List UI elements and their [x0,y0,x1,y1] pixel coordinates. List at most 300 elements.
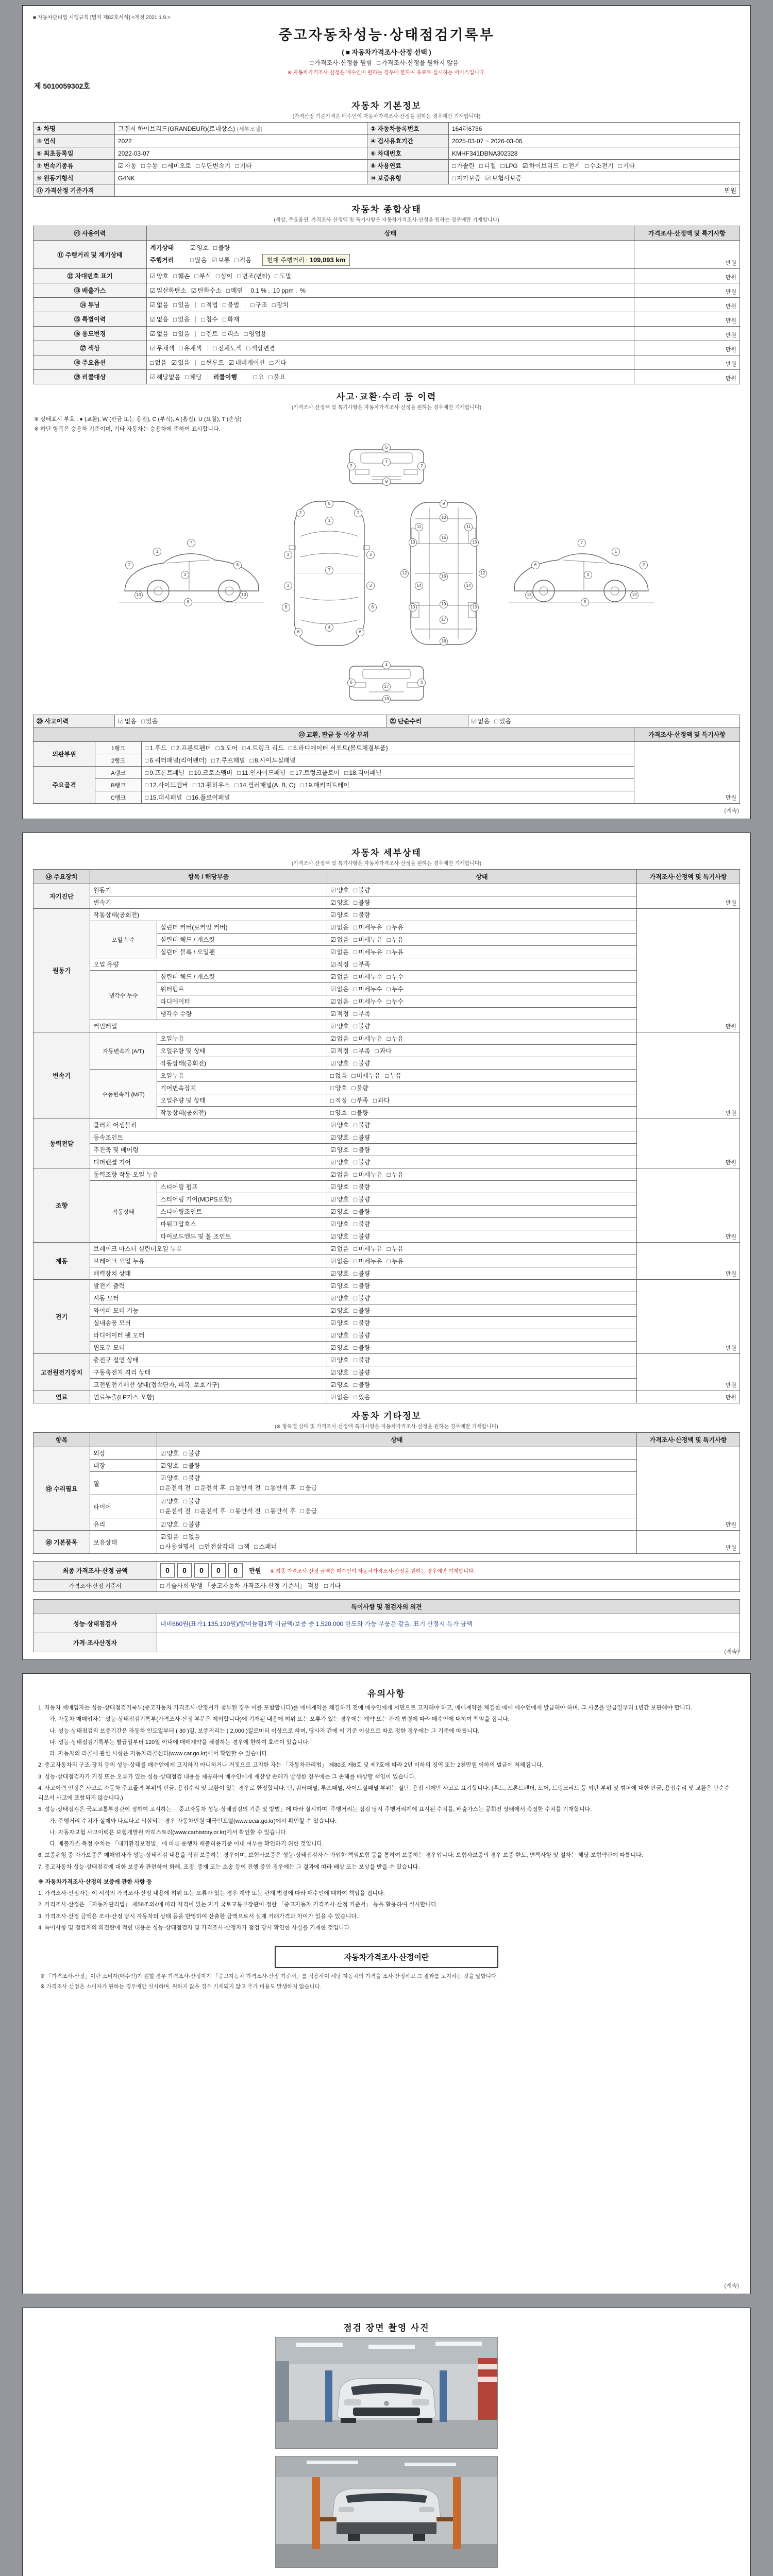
checkbox-option[interactable] [160,1506,191,1515]
checkbox-option[interactable] [330,1281,349,1290]
checkbox-option[interactable] [150,272,169,280]
checkbox-option[interactable] [330,1071,347,1080]
checkbox-option[interactable] [201,329,217,338]
checkbox-option[interactable] [354,1331,370,1340]
checkbox-option[interactable] [494,717,511,725]
checkbox-option[interactable] [265,1483,296,1492]
checkbox-option[interactable] [194,272,211,280]
checkbox-option[interactable] [185,372,201,381]
notice-paragraph: 7. 중고자동차 성능·상태점검에 대한 보증과 관련하여 화해, 조정, 중재 또는 소송 등이 진행 중인 경우에는 그 결과에 따라 배상 또는 보상을 받을 수 있습니다. [38,1863,420,1870]
checkbox-option[interactable] [330,1059,349,1067]
checkbox-option[interactable] [330,1343,349,1352]
checkbox-label: 미세누유 [358,1258,382,1265]
checkbox-option[interactable] [275,272,291,280]
checkbox-option[interactable] [387,947,404,956]
checkbox-option[interactable] [211,256,230,264]
checkbox-option[interactable] [160,1581,320,1590]
checkbox-option[interactable] [330,1257,349,1265]
checkbox-option[interactable] [330,1133,349,1142]
checkbox-option[interactable] [330,898,349,907]
checkbox-option[interactable] [160,1449,179,1458]
checkbox-option[interactable] [385,1071,401,1080]
checkbox-option[interactable] [330,1083,347,1092]
checkbox-icon: □ [190,257,194,264]
checkbox-label: 무채색 [156,345,175,352]
checkbox-icon: □ [584,162,589,170]
checkbox-option[interactable] [330,910,349,919]
checkbox-option[interactable] [118,717,137,725]
checkbox-option[interactable] [193,781,230,789]
device-item-state [327,1342,637,1354]
rank-panel-items [142,767,634,779]
checkbox-option[interactable] [330,1244,349,1253]
checkbox-checked-icon: ☑ [330,1332,336,1339]
checkbox-option[interactable] [354,1380,370,1389]
checkbox-option[interactable] [254,372,264,381]
checkbox-option[interactable] [183,1532,200,1541]
checkbox-option[interactable] [452,161,475,170]
checkbox-option[interactable] [150,329,169,338]
checkbox-icon: □ [300,1484,305,1492]
checkbox-option[interactable] [145,743,166,752]
checkbox-option[interactable] [330,935,349,944]
checkbox-option[interactable] [330,1355,349,1364]
checkbox-option[interactable] [330,1145,349,1154]
checkbox-label: 안전삼각대 [204,1543,234,1550]
checkbox-option[interactable] [223,315,239,324]
checkbox-option[interactable] [250,756,296,765]
checkbox-option[interactable] [195,1506,226,1515]
checkbox-option[interactable] [216,743,238,752]
checkbox-option[interactable] [265,1506,296,1515]
checkbox-option[interactable] [354,1232,370,1241]
checkbox-option[interactable] [173,315,190,324]
checkbox-option[interactable] [387,1170,404,1179]
checkbox-option[interactable] [354,1343,370,1352]
checkbox-option[interactable] [291,768,340,777]
extra-item-label: 내장 [90,1460,157,1472]
checkbox-option[interactable] [351,1083,368,1092]
checkbox-icon: □ [215,273,220,280]
checkbox-label: 장치 [276,301,289,309]
checkbox-label: 네비게이션 [235,359,265,366]
checkbox-option[interactable] [354,1145,370,1154]
detail-col-item: 항목 / 해당부품 [90,870,327,884]
checkbox-option[interactable] [354,1182,370,1191]
checkbox-option[interactable] [330,972,349,981]
checkbox-option[interactable] [354,910,370,919]
checkbox-option[interactable] [310,58,372,67]
checkbox-option[interactable] [223,329,239,338]
checkbox-option[interactable] [354,1046,370,1055]
checkbox-option[interactable] [387,997,404,1006]
checkbox-option[interactable] [226,286,243,295]
checkbox-icon: □ [187,794,191,801]
checkbox-option[interactable] [330,1121,349,1129]
checkbox-option[interactable] [145,756,207,765]
checkbox-option[interactable] [330,1269,349,1278]
checkbox-option[interactable] [330,1306,349,1315]
checkbox-option[interactable] [387,972,404,981]
checkbox-option[interactable] [211,756,245,765]
checkbox-option[interactable] [183,1497,200,1505]
overall-item-label: ⑯ 용도변경 [33,327,147,341]
checkbox-label: 미세누수 [358,986,382,993]
checkbox-option[interactable] [246,344,275,352]
checkbox-option[interactable] [354,1355,370,1364]
device-item-label: 동력조향 작동 오일 누유 [90,1168,327,1181]
checkbox-option[interactable] [190,256,207,264]
notice-paragraph: 가. 자동차 매매업자는 성능·상태점검기록부(가격조사·산정 부분은 제외합니다)에 기재된 내용에 허위 또는 오류가 있는 경우에는 계약 또는 관계 법령에 따라 매수인에 대하여 책임을 집니다. [49,1716,510,1723]
checkbox-option[interactable] [230,1506,261,1515]
checkbox-option[interactable] [354,1195,370,1204]
rank-grade-label: 2랭크 [95,754,142,767]
checkbox-option[interactable] [234,781,295,789]
checkbox-icon: □ [353,973,358,980]
checkbox-option[interactable] [324,1581,341,1590]
overall-item-label: ⑱ 주요옵션 [33,355,147,370]
checkbox-option[interactable] [373,1096,390,1105]
device-group-amount: 만원 [637,1119,740,1168]
checkbox-label: 없음 [337,1394,349,1401]
checkbox-option[interactable] [330,1294,349,1302]
checkbox-option[interactable] [173,300,190,309]
checkbox-option[interactable] [354,1306,370,1315]
checkbox-option[interactable] [479,161,496,170]
device-item-label: 추진축 및 베어링 [90,1144,327,1156]
checkbox-label: 양호 [337,1332,349,1339]
checkbox-option[interactable] [230,1483,261,1492]
checkbox-option[interactable] [237,768,286,777]
checkbox-label: 불량 [188,1498,200,1505]
overall-row [33,327,740,341]
checkbox-option[interactable] [585,161,614,170]
checkbox-option[interactable] [351,1108,368,1117]
device-item-label: 실린더 헤드 / 개스킷 [157,934,327,946]
checkbox-option[interactable] [237,272,270,280]
checkbox-option[interactable] [351,1071,380,1080]
checkbox-option[interactable] [354,1257,382,1265]
checkbox-option[interactable] [354,1207,370,1216]
checkbox-option[interactable] [387,1034,404,1043]
checkbox-option[interactable] [330,1158,349,1166]
checkbox-option[interactable] [330,886,349,894]
checkbox-option[interactable] [330,1022,349,1030]
checkbox-icon: □ [353,948,358,956]
checkbox-option[interactable] [160,1542,195,1551]
checkbox-option[interactable] [354,1393,370,1401]
checkbox-checked-icon: ☑ [330,1295,336,1302]
notice-paragraph: 나. 자동차보험 사고이력은 보험개발원 카히스토리(www.carhistory.or.kr)에서 확인할 수 있습니다. [49,1829,288,1836]
panel-number-marker: 8 [282,603,290,612]
checkbox-option[interactable] [213,344,242,352]
checkbox-option[interactable] [330,1219,349,1228]
checkbox-option[interactable] [354,886,370,894]
checkbox-option[interactable] [330,1182,349,1191]
sheet-2 [22,833,751,1660]
checkbox-option[interactable] [330,1331,349,1340]
checkbox-option[interactable] [242,743,284,752]
checkbox-option[interactable] [377,58,459,67]
device-item-label: 실린더 헤드 / 개스킷 [157,971,327,983]
checkbox-icon: □ [386,1171,391,1178]
device-item-state [327,1317,637,1329]
checkbox-option[interactable] [387,1257,404,1265]
checkbox-option[interactable] [239,1542,249,1551]
checkbox-checked-icon: ☑ [330,1159,336,1166]
panel-number-marker: 17 [382,683,391,691]
checkbox-option[interactable] [330,997,349,1006]
checkbox-label: 요 [258,374,264,381]
checkbox-option[interactable] [330,1108,347,1117]
checkbox-checked-icon: ☑ [118,162,124,170]
device-item-state [327,995,637,1008]
checkbox-option[interactable] [354,1269,370,1278]
checkbox-option[interactable] [330,1195,349,1204]
checkbox-option[interactable] [145,781,188,789]
checkbox-option[interactable] [330,1170,349,1179]
checkbox-icon: □ [230,1484,234,1492]
device-item-label: 배력장치 상태 [90,1267,327,1280]
sheet-1 [22,5,751,819]
checkbox-option[interactable] [485,174,522,182]
checkbox-label: 양호 [337,1023,349,1030]
rank-table [33,727,740,804]
checkbox-option[interactable] [330,1232,349,1241]
price-basis-options [157,1580,740,1592]
checkbox-option[interactable] [351,1096,368,1105]
checkbox-option[interactable] [354,1034,382,1043]
checkbox-icon: □ [270,359,274,366]
checkbox-option[interactable] [354,985,382,993]
checkbox-option[interactable] [354,1368,370,1377]
checkbox-option[interactable] [179,344,202,352]
checkbox-option[interactable] [187,793,230,802]
checkbox-option[interactable] [141,717,158,725]
price-option-note: ※ 자동차가격조사·산정은 매수인이 원하는 경우에 한하여 유료로 실시하는 서비스입니다. [287,70,486,76]
checkbox-option[interactable] [223,300,239,309]
checkbox-icon: □ [353,1369,358,1376]
checkbox-option[interactable] [330,947,349,956]
checkbox-label: 불량 [358,1332,371,1339]
panel-number-marker: 2 [417,462,426,470]
price-digit-box[interactable]: 0 [194,1563,209,1578]
checkbox-option[interactable] [141,161,158,170]
checkbox-option[interactable] [183,1473,200,1482]
checkbox-option[interactable] [173,272,190,280]
checkbox-option[interactable] [354,1281,370,1290]
checkbox-option[interactable] [234,256,251,264]
checkbox-label: 불량 [358,1023,371,1030]
checkbox-option[interactable] [213,243,230,252]
checkbox-option[interactable] [300,1506,317,1515]
checkbox-option[interactable] [387,985,404,993]
checkbox-option[interactable] [354,1294,370,1302]
checkbox-option[interactable] [173,329,190,338]
checkbox-option[interactable] [330,1009,349,1018]
checkbox-option[interactable] [160,1483,191,1492]
checkbox-option[interactable] [354,1170,382,1179]
overall-item-state [147,312,634,327]
checkbox-option[interactable] [272,300,289,309]
checkbox-option[interactable] [162,161,191,170]
checkbox-option[interactable] [150,344,175,352]
checkbox-option[interactable] [387,935,404,944]
checkbox-option[interactable] [354,1244,382,1253]
checkbox-option[interactable] [268,372,285,381]
checkbox-option[interactable] [330,1380,349,1389]
checkbox-option[interactable] [354,923,382,931]
extra-row [33,1447,740,1460]
checkbox-option[interactable] [244,329,266,338]
table-row [33,1562,740,1580]
checkbox-option[interactable] [354,1059,370,1067]
checkbox-label: 불량 [356,1084,368,1092]
checkbox-option[interactable] [330,1368,349,1377]
checkbox-option[interactable] [171,358,190,367]
checkbox-option[interactable] [330,1096,347,1105]
checkbox-option[interactable] [228,358,265,367]
checkbox-option[interactable] [150,372,180,381]
checkbox-option[interactable] [201,315,217,324]
device-item-state [327,1292,637,1304]
checkbox-option[interactable] [330,923,349,931]
checkbox-option[interactable] [500,162,517,170]
checkbox-option[interactable] [150,358,166,367]
checkbox-label: 있음 [178,301,190,309]
checkbox-option[interactable] [330,1393,349,1401]
checkbox-option[interactable] [330,985,349,993]
detail-row [33,1280,740,1292]
vin-value: KMHF341DBNA302328 [449,147,740,160]
checkbox-option[interactable] [201,358,224,367]
checkbox-option[interactable] [160,1461,179,1470]
checkbox-option[interactable] [472,717,490,725]
checkbox-option[interactable] [330,960,349,969]
checkbox-option[interactable] [354,1009,370,1018]
checkbox-option[interactable] [190,243,209,252]
price-digit-box[interactable]: 0 [211,1563,226,1578]
checkbox-label: 부족 [356,1097,368,1104]
price-digit-box[interactable]: 0 [160,1563,175,1578]
checkbox-option[interactable] [300,781,349,789]
checkbox-option[interactable] [354,972,382,981]
checkbox-option[interactable] [191,286,222,295]
checkbox-option[interactable] [618,161,635,170]
device-item-label: 오일유량 및 상태 [157,1094,327,1107]
checkbox-option[interactable] [195,1483,226,1492]
checkbox-option[interactable] [189,768,232,777]
overall-item-amount: 만원 [634,341,740,355]
checkbox-option[interactable] [375,1046,391,1055]
simple-repair-options [468,715,740,727]
checkbox-option[interactable] [354,960,370,969]
checkbox-option[interactable] [254,1542,277,1551]
checkbox-option[interactable] [118,161,137,170]
checkbox-option[interactable] [183,1520,200,1529]
checkbox-option[interactable] [216,272,232,280]
panel-number-marker: 15 [440,534,448,542]
checkbox-label: 양호 [337,1221,349,1228]
checkbox-option[interactable] [145,793,182,802]
price-digit-box[interactable]: 0 [228,1563,243,1578]
checkbox-option[interactable] [250,300,267,309]
checkbox-option[interactable] [160,1497,179,1505]
checkbox-option[interactable] [160,1520,179,1529]
checkbox-option[interactable] [354,1133,370,1142]
rank-row [33,791,740,804]
checkbox-option[interactable] [270,358,286,367]
checkbox-option[interactable] [145,768,184,777]
checkbox-option[interactable] [344,768,381,777]
checkbox-option[interactable] [160,1473,179,1482]
checkbox-option[interactable] [150,315,169,324]
rank-row [33,754,740,767]
checkbox-option[interactable] [330,1318,349,1327]
checkbox-icon: □ [201,359,205,366]
checkbox-option[interactable] [289,743,388,752]
checkbox-option[interactable] [523,161,559,170]
checkbox-option[interactable] [183,1461,200,1470]
checkbox-icon: □ [195,1484,199,1492]
checkbox-option[interactable] [196,161,230,170]
overall-row [33,298,740,312]
checkbox-option[interactable] [330,1207,349,1216]
checkbox-option[interactable] [199,1542,234,1551]
panel-number-marker: 6 [531,561,540,569]
checkbox-icon: □ [353,1357,358,1364]
checkbox-option[interactable] [354,935,382,944]
checkbox-option[interactable] [354,1121,370,1129]
checkbox-option[interactable] [330,1034,349,1043]
checkbox-option[interactable] [150,300,169,309]
checkbox-option[interactable] [160,1532,179,1541]
checkbox-option[interactable] [387,923,404,931]
checkbox-option[interactable] [183,1449,200,1458]
checkbox-option[interactable] [354,1158,370,1166]
checkbox-option[interactable] [563,161,580,170]
checkbox-label: 있음 [178,330,190,337]
sheet-3 [22,1673,751,2294]
checkbox-label: 스패너 [259,1543,277,1550]
checkbox-icon: □ [353,1159,358,1166]
checkbox-option[interactable] [452,174,481,182]
checkbox-option[interactable] [354,898,370,907]
checkbox-option[interactable] [300,1483,317,1492]
checkbox-option[interactable] [330,1046,349,1055]
checkbox-label: 양호 [337,911,349,919]
checkbox-option[interactable] [171,743,211,752]
checkbox-option[interactable] [150,286,187,295]
car-name-submodel: (세부모델) [237,126,263,132]
checkbox-option[interactable] [354,1219,370,1228]
checkbox-label: 양호 [337,1208,349,1215]
rank-amount: 만원 [634,742,740,804]
checkbox-option[interactable] [354,947,382,956]
checkbox-option[interactable] [354,1318,370,1327]
checkbox-option[interactable] [387,1244,404,1253]
checkbox-option[interactable] [354,997,382,1006]
continued-marker: (계속) [724,2283,739,2289]
device-group-label: 연료 [33,1391,90,1403]
checkbox-option[interactable] [235,161,251,170]
checkbox-label: 하이브리드 [529,162,559,170]
opinion-title: 특이사항 및 점검자의 의견 [33,1600,740,1614]
checkbox-checked-icon: ☑ [150,316,156,323]
price-digit-box[interactable]: 0 [177,1563,192,1578]
checkbox-option[interactable] [354,1022,370,1030]
checkbox-option[interactable] [201,300,217,309]
